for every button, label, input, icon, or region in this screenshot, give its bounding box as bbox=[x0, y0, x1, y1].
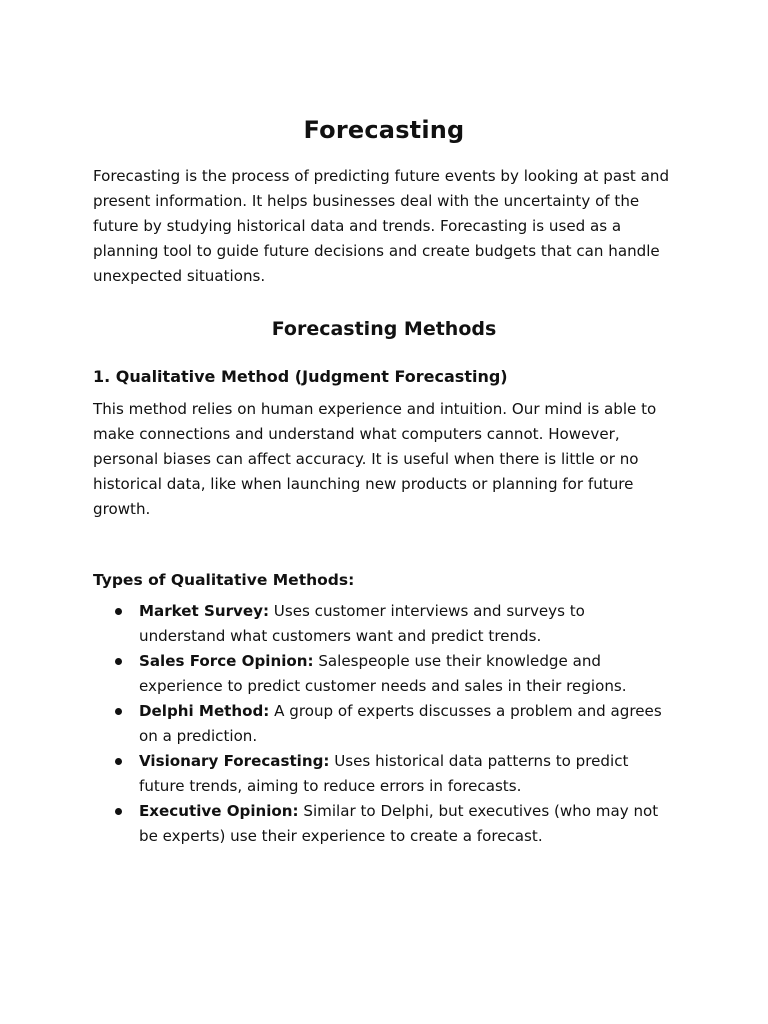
list-item bbox=[93, 749, 675, 799]
types-heading: Types of Qualitative Methods: bbox=[93, 571, 355, 589]
list-item-text: Salespeople use their knowledge and experience to predict customer needs and sales in their regions. bbox=[139, 652, 627, 695]
list-item-text: Uses customer interviews and surveys to understand what customers want and predict trends. bbox=[139, 602, 585, 645]
bullet-icon bbox=[115, 608, 122, 615]
list-item-text: Uses historical data patterns to predict future trends, aiming to reduce errors in forecasts. bbox=[139, 752, 629, 795]
list-item-term: Sales Force Opinion: bbox=[139, 652, 314, 670]
intro-paragraph: Forecasting is the process of predicting future events by looking at past and present information. It helps businesses deal with the uncertainty of the future by studying historical data and trends. Forecasting is used as a planning tool to guide future decisions and create budgets that can handle unexpected situations. bbox=[93, 167, 670, 285]
method-heading: 1. Qualitative Method (Judgment Forecasting) bbox=[93, 367, 508, 386]
section-title: Forecasting Methods bbox=[271, 318, 497, 340]
list-item bbox=[93, 699, 675, 749]
list-item bbox=[93, 799, 675, 849]
bullet-icon bbox=[115, 808, 122, 815]
list-item bbox=[93, 599, 675, 649]
list-item-term: Market Survey: bbox=[139, 602, 269, 620]
bullet-icon bbox=[115, 758, 122, 765]
page-title: Forecasting bbox=[303, 116, 465, 144]
bullet-icon bbox=[115, 708, 122, 715]
list-item bbox=[93, 649, 675, 699]
list-item-term: Executive Opinion: bbox=[139, 802, 299, 820]
list-item-text: Similar to Delphi, but executives (who may not be experts) use their experience to create a forecast. bbox=[139, 802, 659, 845]
list-item-term: Delphi Method: bbox=[139, 702, 270, 720]
list-item-text: A group of experts discusses a problem and agrees on a prediction. bbox=[139, 702, 662, 745]
list-item-term: Visionary Forecasting: bbox=[139, 752, 330, 770]
document-content bbox=[93, 113, 675, 849]
types-list bbox=[93, 599, 675, 849]
method-paragraph: This method relies on human experience and intuition. Our mind is able to make connections and understand what computers cannot. However, personal biases can affect accuracy. It is useful when there is little or no historical data, like when launching new products or planning for future growth. bbox=[93, 400, 657, 518]
bullet-icon bbox=[115, 658, 122, 665]
